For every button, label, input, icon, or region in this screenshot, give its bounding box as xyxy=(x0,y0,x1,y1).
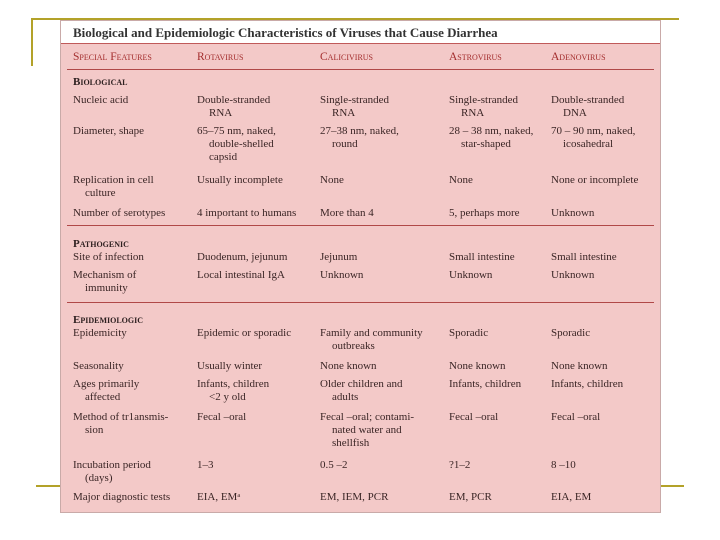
section-rule xyxy=(67,302,654,303)
header-rule xyxy=(67,69,654,70)
table-cell-adenovirus: None known xyxy=(551,360,608,372)
table-cell-rotavirus: 65–75 nm, naked, xyxy=(197,125,276,137)
table-cell-calicivirus: 27–38 nm, naked, xyxy=(320,125,399,137)
row-label: Nucleic acid xyxy=(73,94,129,106)
table-cell-adenovirus: EIA, EM xyxy=(551,491,592,503)
section-heading-epidemiologic: Epidemiologic xyxy=(73,314,144,326)
table-cell-astrovirus: Single-stranded xyxy=(449,94,519,106)
table-cell-calicivirus: Single-stranded xyxy=(320,94,390,106)
row-label: Seasonality xyxy=(73,360,124,372)
virus-characteristics-table xyxy=(60,20,661,513)
table-cell-calicivirus: Jejunum xyxy=(320,251,358,263)
table-cell-adenovirus: Fecal –oral xyxy=(551,411,601,423)
slide-decor-vertical-line xyxy=(31,18,33,66)
table-cell-calicivirus: nated water and xyxy=(332,424,402,436)
table-cell-calicivirus: Family and community xyxy=(320,327,423,339)
table-cell-calicivirus: adults xyxy=(332,391,359,403)
table-title-bar xyxy=(61,21,660,44)
table-cell-rotavirus: capsid xyxy=(209,151,238,163)
row-label: Diameter, shape xyxy=(73,125,145,137)
row-label: (days) xyxy=(85,472,113,484)
row-label: Site of infection xyxy=(73,251,144,263)
row-label: Ages primarily xyxy=(73,378,140,390)
table-cell-adenovirus: 70 – 90 nm, naked, xyxy=(551,125,636,137)
table-cell-adenovirus: DNA xyxy=(563,107,587,119)
table-cell-astrovirus: 28 – 38 nm, naked, xyxy=(449,125,534,137)
table-cell-astrovirus: Fecal –oral xyxy=(449,411,499,423)
table-cell-rotavirus: Duodenum, jejunum xyxy=(197,251,288,263)
table-cell-astrovirus: Sporadic xyxy=(449,327,489,339)
table-cell-calicivirus: round xyxy=(332,138,358,150)
column-header-astrovirus: Astrovirus xyxy=(449,51,502,63)
row-label: Mechanism of xyxy=(73,269,137,281)
table-cell-calicivirus: outbreaks xyxy=(332,340,375,352)
row-label: immunity xyxy=(85,282,128,294)
table-cell-astrovirus: ?1–2 xyxy=(449,459,471,471)
column-header-calicivirus: Calicivirus xyxy=(320,51,374,63)
table-cell-astrovirus: star-shaped xyxy=(461,138,511,150)
table-cell-calicivirus: Older children and xyxy=(320,378,403,390)
row-label: culture xyxy=(85,187,116,199)
table-cell-adenovirus: Infants, children xyxy=(551,378,624,390)
table-cell-rotavirus: RNA xyxy=(209,107,233,119)
table-cell-adenovirus: Unknown xyxy=(551,269,595,281)
table-cell-astrovirus: RNA xyxy=(461,107,485,119)
table-cell-adenovirus: 8 –10 xyxy=(551,459,576,471)
row-label: Number of serotypes xyxy=(73,207,166,219)
table-cell-rotavirus: Usually incomplete xyxy=(197,174,283,186)
table-cell-astrovirus: Infants, children xyxy=(449,378,522,390)
row-label: Major diagnostic tests xyxy=(73,491,171,503)
section-heading-biological: Biological xyxy=(73,76,128,88)
column-header-rotavirus: Rotavirus xyxy=(197,51,244,63)
table-cell-adenovirus: Double-stranded xyxy=(551,94,625,106)
row-label: affected xyxy=(85,391,121,403)
table-cell-calicivirus: None xyxy=(320,174,344,186)
table-cell-adenovirus: Small intestine xyxy=(551,251,617,263)
table-cell-calicivirus: 0.5 –2 xyxy=(320,459,348,471)
table-cell-rotavirus: <2 y old xyxy=(209,391,246,403)
table-cell-astrovirus: None xyxy=(449,174,473,186)
table-cell-rotavirus: Infants, children xyxy=(197,378,270,390)
column-header-adenovirus: Adenovirus xyxy=(551,51,606,63)
table-cell-rotavirus: Double-stranded xyxy=(197,94,271,106)
table-cell-rotavirus: 1–3 xyxy=(197,459,214,471)
column-header-special-features: Special Features xyxy=(73,51,152,63)
table-cell-astrovirus: Small intestine xyxy=(449,251,515,263)
table-cell-rotavirus: Local intestinal IgA xyxy=(197,269,285,281)
table-cell-adenovirus: Unknown xyxy=(551,207,595,219)
row-label: Incubation period xyxy=(73,459,151,471)
table-cell-adenovirus: Sporadic xyxy=(551,327,591,339)
table-cell-astrovirus: EM, PCR xyxy=(449,491,492,503)
table-cell-calicivirus: Unknown xyxy=(320,269,364,281)
section-rule xyxy=(67,225,654,226)
row-label: Method of tr1ansmis- xyxy=(73,411,169,423)
row-label: Replication in cell xyxy=(73,174,154,186)
table-cell-astrovirus: 5, perhaps more xyxy=(449,207,520,219)
table-cell-rotavirus: EIA, EMᵃ xyxy=(197,491,241,503)
table-cell-astrovirus: Unknown xyxy=(449,269,493,281)
table-cell-calicivirus: RNA xyxy=(332,107,356,119)
table-cell-calicivirus: Fecal –oral; contami- xyxy=(320,411,415,423)
row-label: Epidemicity xyxy=(73,327,127,339)
table-cell-rotavirus: double-shelled xyxy=(209,138,274,150)
table-cell-calicivirus: shellfish xyxy=(332,437,370,449)
table-cell-adenovirus: icosahedral xyxy=(563,138,614,150)
table-cell-calicivirus: EM, IEM, PCR xyxy=(320,491,389,503)
table-cell-rotavirus: Fecal –oral xyxy=(197,411,247,423)
table-title: Biological and Epidemiologic Characteristics of Viruses that Cause Diarrhea xyxy=(73,25,498,40)
row-label: sion xyxy=(85,424,104,436)
table-cell-rotavirus: Usually winter xyxy=(197,360,263,372)
table-cell-calicivirus: None known xyxy=(320,360,377,372)
table-cell-adenovirus: None or incomplete xyxy=(551,174,639,186)
table-cell-rotavirus: 4 important to humans xyxy=(197,207,297,219)
section-heading-pathogenic: Pathogenic xyxy=(73,238,129,250)
table-cell-astrovirus: None known xyxy=(449,360,506,372)
table-cell-rotavirus: Epidemic or sporadic xyxy=(197,327,292,339)
table-cell-calicivirus: More than 4 xyxy=(320,207,374,219)
